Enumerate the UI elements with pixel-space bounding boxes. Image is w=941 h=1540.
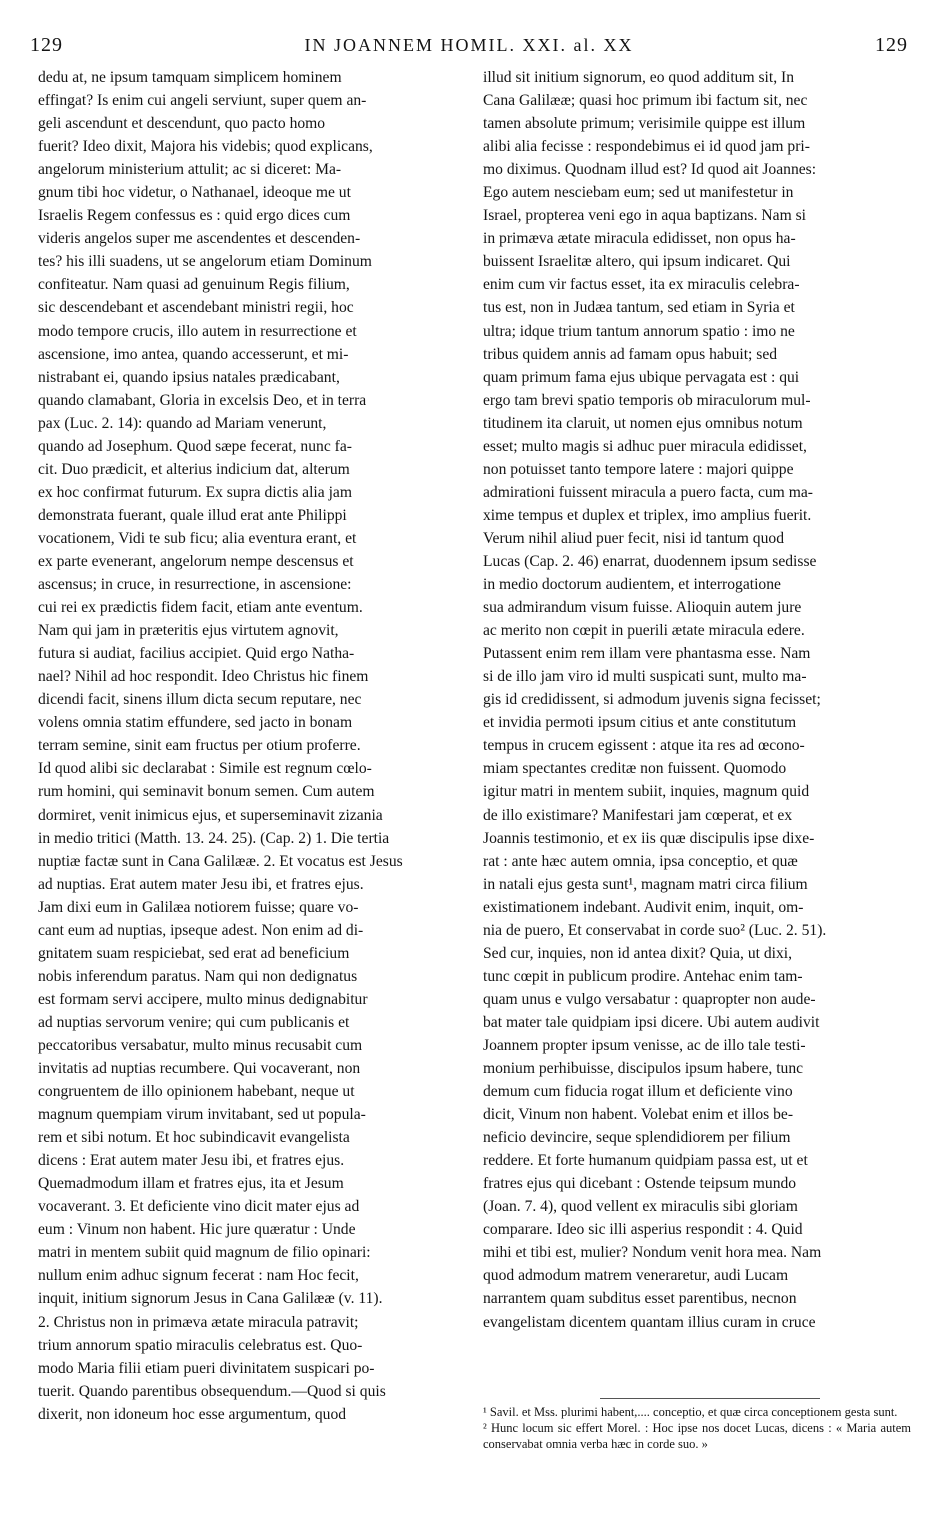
text-line: Jam dixi eum in Galilæa notiorem fuisse; quare vo- <box>38 898 359 916</box>
text-line: quando ad Josephum. Quod sæpe fecerat, nunc fa- <box>38 437 352 455</box>
text-line: sic descendebant et ascendebant ministri regii, hoc <box>38 299 354 317</box>
text-line: nobis inferendum paratus. Nam qui non dedignatus <box>38 967 358 985</box>
text-line: Joannis testimonio, et ex iis quæ discipulis ipse dixe- <box>483 829 815 847</box>
text-line: ex hoc confirmat futurum. Ex supra dictis alia jam <box>38 483 352 501</box>
text-line: fratres ejus qui dicebant : Ostende teipsum mundo <box>483 1175 797 1193</box>
text-line: esset; multo magis si adhuc puer miracula edidisset, <box>483 437 807 455</box>
text-line: 2. Christus non in primæva ætate miracula patravit; <box>38 1313 359 1331</box>
text-line: in natali ejus gesta sunt¹, magnam matri circa filium <box>483 875 808 893</box>
text-line: non potuisset tanto tempore latere : majori quippe <box>483 460 794 478</box>
footnote: ² Hunc locum sic effert Morel. : Hoc ipse nos docet Lucas, dicens : « Maria autem conservabat omnia verba hæc in corde suo. » <box>483 1421 911 1451</box>
text-line: evangelistam dicentem quantam illius curam in cruce <box>483 1313 816 1331</box>
text-line: cant eum ad nuptias, ipseque adest. Non enim ad di- <box>38 921 364 939</box>
footnotes <box>483 1404 911 1452</box>
text-line: cui rei ex prædictis fidem facit, etiam ante eventum. <box>38 599 363 617</box>
text-line: geli ascendunt et descendunt, quo pacto homo <box>38 115 326 133</box>
text-line: pax (Luc. 2. 14): quando ad Mariam venerunt, <box>38 414 327 432</box>
text-line: existimationem indebant. Audivit enim, inquit, om- <box>483 898 804 916</box>
text-line: quod admodum matrem veneraretur, audi Lucam <box>483 1267 789 1285</box>
text-line: (Joan. 7. 4), quod vellent ex miraculis sibi gloriam <box>483 1198 798 1216</box>
text-line: nuptiæ factæ sunt in Cana Galilææ. 2. Et vocatus est Jesus <box>38 852 403 870</box>
left-column <box>38 66 466 1426</box>
text-line: ac merito non cœpit in puerili ætate miracula edere. <box>483 622 805 640</box>
running-title: IN JOANNEM HOMIL. XXI. al. XX <box>304 34 634 55</box>
text-line: congruentem de illo opinionem habebant, neque ut <box>38 1083 355 1101</box>
text-line: tus est, non in Judæa tantum, sed etiam in Syria et <box>483 299 795 317</box>
text-line: neficio devincire, seque splendidiorem per filium <box>483 1129 791 1147</box>
text-line: quam primum fama ejus ubique pervagata est : qui <box>483 368 800 386</box>
text-line: tunc cœpit in publicum prodire. Antehac enim tam- <box>483 967 803 985</box>
text-line: dicit, Vinum non habent. Volebat enim et illos be- <box>483 1106 794 1124</box>
text-line: igitur matri in mentem subiit, inquies, magnum quid <box>483 783 810 801</box>
text-line: nael? Nihil ad hoc respondit. Ideo Christus hic finem <box>38 668 369 686</box>
text-line: demonstrata fuerant, quale illud erat ante Philippi <box>38 506 347 524</box>
text-line: tribus quidem annis ad famam opus habuit; sed <box>483 345 778 363</box>
text-line: tempus in crucem egissent : atque ita res ad œcono- <box>483 737 805 755</box>
text-line: ergo tam brevi spatio temporis ob miraculorum mul- <box>483 391 811 409</box>
text-line: cit. Duo prædicit, et alterius indicium dat, alterum <box>38 460 350 478</box>
text-line: enim cum vir factus esset, ita ex miraculis celebra- <box>483 276 800 294</box>
text-line: Id quod alibi sic declarabat : Simile est regnum cœlo- <box>38 760 372 778</box>
text-line: dixerit, non idoneum hoc esse argumentum, quod <box>38 1405 347 1423</box>
running-header <box>30 30 908 60</box>
text-line: modo tempore crucis, illo autem in resurrectione et <box>38 322 357 340</box>
text-line: si de illo jam viro id multi suspicati sunt, multo ma- <box>483 668 807 686</box>
text-line: confiteatur. Nam quasi ad genuinum Regis filium, <box>38 276 350 294</box>
text-line: Lucas (Cap. 2. 46) enarrat, duodennem ipsum sedisse <box>483 552 817 570</box>
text-line: Putassent enim rem illam vere phantasma esse. Nam <box>483 645 811 663</box>
text-line: comparare. Ideo sic illi asperius respondit : 4. Quid <box>483 1221 803 1239</box>
text-line: terram semine, sinit eam fructus per otium proferre. <box>38 737 361 755</box>
text-line: ultra; idque trium tantum annorum spatio : imo ne <box>483 322 795 340</box>
text-line: vocationem, Vidi te sub ficu; alia eventura erant, et <box>38 529 357 547</box>
text-line: mo diximus. Quodnam illud est? Id quod ait Joannes: <box>483 161 817 179</box>
text-line: monium perhibuisse, discipulos ipsum habere, tunc <box>483 1060 804 1078</box>
text-line: fuerit? Ideo dixit, Majora his videbis; quod explicans, <box>38 138 373 156</box>
text-line: nia de puero, Et conservabat in corde suo² (Luc. 2. 51). <box>483 921 827 939</box>
text-line: illud sit initium signorum, eo quod additum sit, In <box>483 69 795 86</box>
text-line: Ego autem nesciebam eum; sed ut manifestetur in <box>483 184 794 202</box>
text-line: dormiret, venit inimicus ejus, et superseminavit zizania <box>38 806 383 824</box>
text-line: sua admirandum visum fuisse. Alioquin autem jure <box>483 599 802 617</box>
text-line: ad nuptias servorum venire; qui cum publicanis et <box>38 1013 350 1031</box>
text-line: magnum quempiam virum invitabant, sed ut popula- <box>38 1106 366 1124</box>
text-line: rem et sibi notum. Et hoc subindicavit evangelista <box>38 1129 350 1147</box>
text-line: bat mater tale quidpiam ipsi dicere. Ubi autem audivit <box>483 1013 820 1031</box>
text-line: titudinem ita claruit, ut nomen ejus omnibus notum <box>483 414 803 432</box>
text-line: tuerit. Quando parentibus obsequendum.—Quod si quis <box>38 1382 386 1400</box>
text-line: narrantem quam subditus esset parentibus, necnon <box>483 1290 797 1308</box>
text-line: volens omnia statim effundere, sed jacto in bonam <box>38 714 353 732</box>
text-line: Israelis Regem confessus es : quid ergo dices cum <box>38 207 351 225</box>
text-line: invitatis ad nuptias recumbere. Qui vocaverant, non <box>38 1060 361 1078</box>
text-line: reddere. Et forte humanum quidpiam passa est, ut et <box>483 1152 808 1170</box>
text-line: buissent Israelitæ altero, qui ipsum indicaret. Qui <box>483 253 791 271</box>
text-line: futura si audiat, facilius accipiet. Quid ergo Natha- <box>38 645 355 663</box>
footnote-rule <box>600 1398 820 1399</box>
text-line: est formam servi accipere, multo minus dedignabitur <box>38 990 368 1008</box>
text-line: dicens : Erat autem mater Jesu ibi, et fratres ejus. <box>38 1152 345 1170</box>
text-line: peccatoribus versabatur, multo minus recusabit cum <box>38 1036 363 1054</box>
text-line: vocaverant. 3. Et deficiente vino dicit mater ejus ad <box>38 1198 360 1216</box>
text-line: Sed cur, inquies, non id antea dixit? Quia, ut dixi, <box>483 944 793 962</box>
text-line: mihi et tibi est, mulier? Nondum venit hora mea. Nam <box>483 1244 822 1262</box>
text-line: quando clamabant, Gloria in excelsis Deo, et in terra <box>38 391 367 409</box>
text-line: inquit, initium signorum Jesus in Cana Galilææ (v. 11). <box>38 1290 383 1308</box>
text-line: alibi alia fecisse : respondebimus ei id quod jam pri- <box>483 138 810 156</box>
text-line: de illo existimare? Manifestari jam cœperat, et ex <box>483 806 793 824</box>
text-line: admirationi fuissent miracula a puero facta, cum ma- <box>483 483 813 501</box>
text-line: Quemadmodum illam et fratres ejus, ita et Jesum <box>38 1175 344 1193</box>
text-line: gnum tibi hoc videtur, o Nathanael, ideoque me ut <box>38 184 351 202</box>
text-line: demum cum fiducia rogat illum et deficiente vino <box>483 1083 793 1101</box>
text-line: tamen absolute primum; verisimile quippe est illum <box>483 115 806 133</box>
text-line: gis id credidissent, si admodum juvenis signa fecisset; <box>483 691 821 709</box>
text-line: in primæva ætate miracula edidisset, non opus ha- <box>483 230 796 248</box>
page-number-right: 129 <box>875 33 908 56</box>
right-column <box>483 66 911 1334</box>
text-line: modo Maria filii etiam pueri divinitatem suspicari po- <box>38 1359 375 1377</box>
text-line: gnitatem suam respiciebat, sed erat ad beneficium <box>38 944 350 962</box>
text-line: Israel, propterea veni ego in aqua baptizans. Nam si <box>483 207 807 225</box>
text-line: dicendi facit, sinens illum dicta secum reputare, nec <box>38 691 362 709</box>
text-line: nistrabant ei, quando ipsius natales prædicabant, <box>38 368 340 386</box>
text-line: Joannem propter ipsum venisse, ac de illo tale testi- <box>483 1036 806 1054</box>
text-line: angelorum ministerium attulit; ac si diceret: Ma- <box>38 161 342 179</box>
text-line: Nam qui jam in præteritis ejus virtutem agnovit, <box>38 622 339 640</box>
text-line: nullum enim adhuc signum fecerat : nam Hoc fecit, <box>38 1267 359 1285</box>
text-line: ascensus; in cruce, in resurrectione, in ascensione: <box>38 576 352 594</box>
text-line: ex parte evenerant, angelorum nempe descensus et <box>38 552 354 570</box>
text-line: in medio doctorum audientem, et interrogatione <box>483 576 781 594</box>
footnote: ¹ Savil. et Mss. plurimi habent,.... conceptio, et quæ circa conceptionem gesta sunt. <box>483 1405 898 1419</box>
text-line: in medio tritici (Matth. 13. 24. 25). (Cap. 2) 1. Die tertia <box>38 829 390 847</box>
text-line: xime tempus et duplex et triplex, imo amplius fuerit. <box>483 506 812 524</box>
text-line: rat : ante hæc autem omnia, ipsa conceptio, et quæ <box>483 852 798 870</box>
text-line: tes? his illi suadens, ut se angelorum etiam Dominum <box>38 253 372 271</box>
text-line: quam unus e vulgo versabatur : quapropter non aude- <box>483 990 816 1008</box>
text-line: et invidia permoti ipsum citius et ante constitutum <box>483 714 797 732</box>
text-line: trium annorum spatio miraculis celebratus est. Quo- <box>38 1336 363 1354</box>
text-line: ad nuptias. Erat autem mater Jesu ibi, et fratres ejus. <box>38 875 364 893</box>
text-line: rum homini, qui seminavit bonum semen. Cum autem <box>38 783 375 801</box>
text-line: videris angelos super me ascendentes et descenden- <box>38 230 361 248</box>
text-line: dedu at, ne ipsum tamquam simplicem hominem <box>38 69 342 86</box>
text-line: Cana Galilææ; quasi hoc primum ibi factum sit, nec <box>483 92 808 110</box>
text-line: miam spectantes creditæ non fuissent. Quomodo <box>483 760 787 778</box>
text-line: effingat? Is enim cui angeli serviunt, super quem an- <box>38 92 367 110</box>
text-line: eum : Vinum non habent. Hic jure quæratur : Unde <box>38 1221 356 1239</box>
page-number-left: 129 <box>30 33 63 56</box>
text-line: ascensione, imo antea, quando accesserunt, et mi- <box>38 345 349 363</box>
text-line: Verum nihil aliud puer fecit, nisi id tantum quod <box>483 529 784 547</box>
text-line: matri in mentem subiit quid magnum de filio opinari: <box>38 1244 371 1262</box>
